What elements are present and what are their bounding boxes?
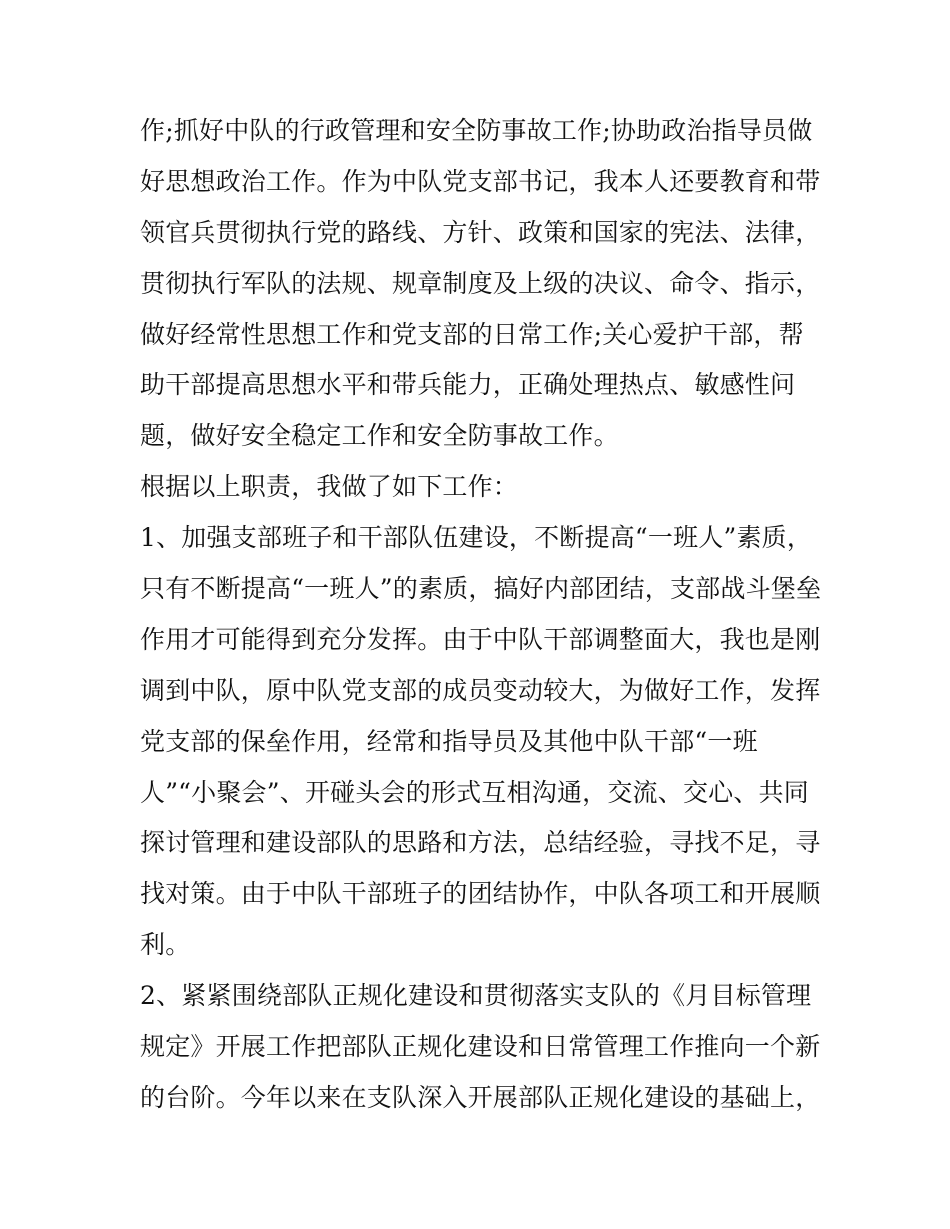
text-line: 题，做好安全稳定工作和安全防事故工作。 <box>140 421 619 451</box>
text-line: 2、紧紧围绕部队正规化建设和贯彻落实支队的《月目标管理 <box>140 981 812 1011</box>
text-line: 作用才可能得到充分发挥。由于中队干部调整面大，我也是刚 <box>140 624 821 654</box>
body-text <box>140 106 830 1124</box>
text-line: 领官兵贯彻执行党的路线、方针、政策和国家的宪法、法律， <box>140 217 821 247</box>
text-line: 规定》开展工作把部队正规化建设和日常管理工作推向一个新 <box>140 1032 821 1062</box>
text-line: 探讨管理和建设部队的思路和方法，总结经验，寻找不足，寻 <box>140 828 821 858</box>
text-line: 助干部提高思想水平和带兵能力，正确处理热点、敏感性问 <box>140 370 796 400</box>
text-line: 作;抓好中队的行政管理和安全防事故工作;协助政治指导员做 <box>140 116 813 145</box>
text-line: 找对策。由于中队干部班子的团结协作，中队各项工和开展顺 <box>140 879 821 909</box>
text-line: 党支部的保垒作用，经常和指导员及其他中队干部“一班 <box>140 726 758 756</box>
text-line: 1、加强支部班子和干部队伍建设，不断提高“一班人”素质， <box>140 523 813 553</box>
text-line: 做好经常性思想工作和党支部的日常工作;关心爱护干部，帮 <box>140 319 804 349</box>
text-line: 好思想政治工作。作为中队党支部书记，我本人还要教育和带 <box>140 166 821 196</box>
text-line: 根据以上职责，我做了如下工作： <box>140 472 519 502</box>
text-line: 利。 <box>140 930 191 960</box>
text-line: 的台阶。今年以来在支队深入开展部队正规化建设的基础上， <box>140 1082 821 1112</box>
text-line: 只有不断提高“一班人”的素质，搞好内部团结，支部战斗堡垒 <box>140 574 822 604</box>
text-line: 人”“小聚会”、开碰头会的形式互相沟通，交流、交心、共同 <box>140 777 809 807</box>
text-line: 调到中队，原中队党支部的成员变动较大，为做好工作，发挥 <box>140 675 821 705</box>
text-line: 贯彻执行军队的法规、规章制度及上级的决议、命令、指示， <box>140 268 821 298</box>
